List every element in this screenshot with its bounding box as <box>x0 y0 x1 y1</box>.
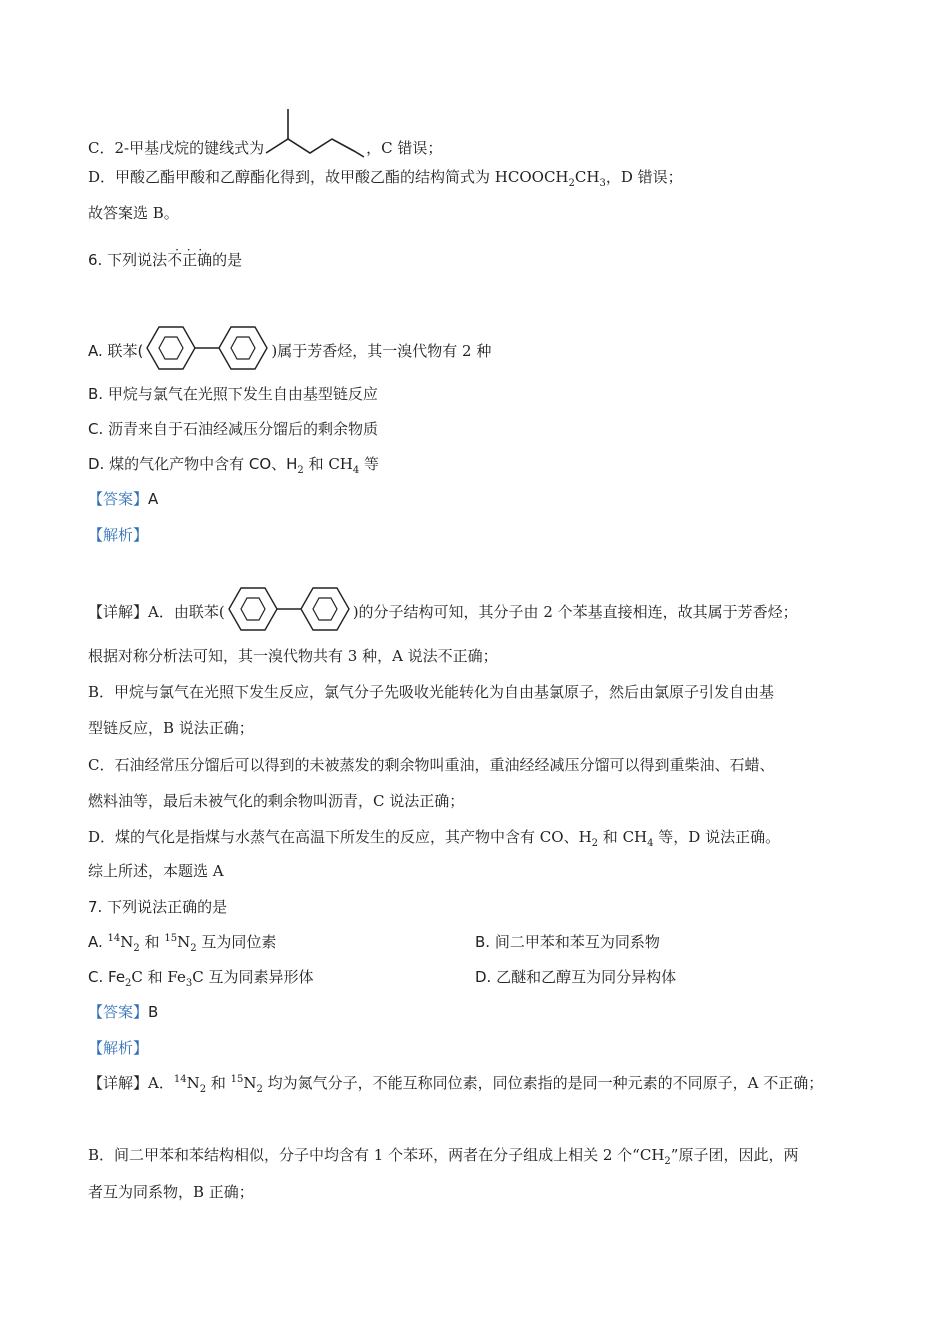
q6-analysis-tag: 【解析】 <box>88 526 149 544</box>
q7-detail-b2: 者互为同系物，B 正确； <box>88 1183 254 1201</box>
detail-tag: 【详解】 <box>88 1074 149 1092</box>
q6-detail-b1: B．甲烷与氯气在光照下发生反应，氯气分子先吸收光能转化为自由基氯原子，然后由氯原子引发自由基 <box>88 683 775 701</box>
q6-stem: 6. 下列说法· · · 不正确的是 <box>88 250 242 270</box>
q6-detail-b2: 型链反应，B 说法正确； <box>88 719 254 737</box>
q7-detail-a: 【详解】A．$^{14}N_2$ 和 $^{15}N_2$ 均为氮气分子，不能互称同位素，同位素指的是同一种元素的不同原子，A 不正确； <box>88 1074 824 1095</box>
q6-detail-a: 【详解】A．由联苯( )的分子结构可知，其分子由 2 个苯基直接相连，故其属于芳香烃； <box>88 585 798 633</box>
q7-option-b: B. 间二甲苯和苯互为同系物 <box>475 933 660 951</box>
q7-option-d: D. 乙醚和乙醇互为同分异构体 <box>475 968 677 986</box>
biphenyl-structure-icon <box>143 324 271 372</box>
q5-option-c: C．2-甲基戊烷的键线式为 ，C 错误； <box>88 107 442 161</box>
detail-tag: 【详解】 <box>88 603 149 621</box>
q6-detail-c2: 燃料油等，最后未被气化的剩余物叫沥青，C 说法正确； <box>88 792 465 810</box>
emphasis-dots: · · · 不正确 <box>167 251 212 269</box>
q5-option-d: D．甲酸乙酯甲酸和乙醇酯化得到，故甲酸乙酯的结构简式为 $HCOOCH_2CH_3$，D 错误； <box>88 168 683 189</box>
q6-summary: 综上所述，本题选 A <box>88 862 224 880</box>
skeletal-formula-2-methylpentane <box>264 107 366 161</box>
q6-option-a: A. 联苯( )属于芳香烃，其一溴代物有 2 种 <box>88 324 491 372</box>
q7-answer: 【答案】B <box>88 1003 159 1021</box>
q6-option-c: C. 沥青来自于石油经减压分馏后的剩余物质 <box>88 420 379 438</box>
q7-detail-b1: B．间二甲苯和苯结构相似，分子中均含有 1 个苯环，两者在分子组成上相关 2 个“$CH_2$”原子团，因此，两 <box>88 1146 799 1167</box>
q6-option-d: D. 煤的气化产物中含有 CO、$H_2$ 和 $CH_4$ 等 <box>88 455 380 476</box>
q6-answer: 【答案】A <box>88 490 159 508</box>
answer-tag: 【答案】 <box>88 490 149 508</box>
q6-detail-c1: C．石油经常压分馏后可以得到的未被蒸发的剩余物叫重油，重油经经减压分馏可以得到重柴油、石蜡、 <box>88 756 775 774</box>
q7-stem: 7. 下列说法正确的是 <box>88 898 228 916</box>
q5-conclusion: 故答案选 B。 <box>88 204 179 222</box>
biphenyl-structure-icon <box>225 585 353 633</box>
q6-detail-d: D．煤的气化是指煤与水蒸气在高温下所发生的反应，其产物中含有 CO、$H_2$ 和 $CH_4$ 等，D 说法正确。 <box>88 828 781 849</box>
q7-option-a: A. $^{14}N_2$ 和 $^{15}N_2$ 互为同位素 <box>88 933 277 954</box>
answer-tag: 【答案】 <box>88 1003 149 1021</box>
q7-option-c: C. $Fe_2C$ 和 $Fe_3C$ 互为同素异形体 <box>88 968 314 989</box>
q6-option-b: B. 甲烷与氯气在光照下发生自由基型链反应 <box>88 385 378 403</box>
q7-analysis-tag: 【解析】 <box>88 1039 149 1057</box>
q6-detail-a2: 根据对称分析法可知，其一溴代物共有 3 种，A 说法不正确； <box>88 647 498 665</box>
